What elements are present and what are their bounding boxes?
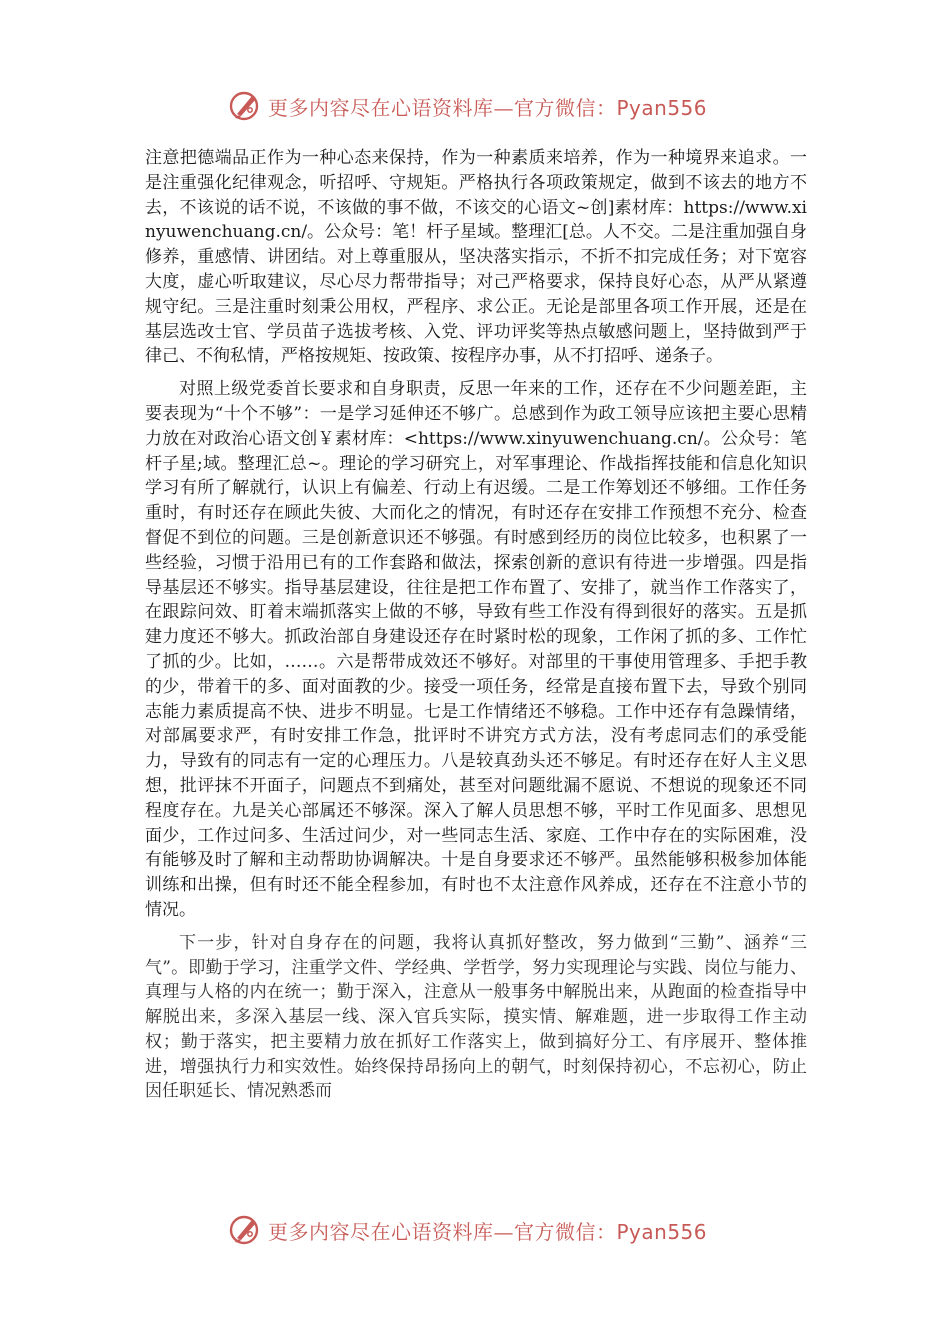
paragraph-1: 注意把德端品正作为一种心态来保持，作为一种素质来培养，作为一种境界来追求。一是注重强化纪律观念，听招呼、守规矩。严格执行各项政策规定，做到不该去的地方不去，不该说的话不说，不该做的事不做，不该交的心语文~创]素材库：https://www.xinyuwenchuang.cn/。公众号：笔！杆子星域。整理汇[总。人不交。二是注重加强自身修养，重感情、讲团结。对上尊重服从，坚决落实指示，不折不扣完成任务；对下宽容大度，虚心听取建议，尽心尽力帮带指导；对己严格要求，保持良好心态，从严从紧遵规守纪。三是注重时刻秉公用权，严程序、求公正。无论是部里各项工作开展，还是在基层选改士官、学员苗子选拔考核、入党、评功评奖等热点敏感问题上，坚持做到严于律己、不徇私情，严格按规矩、按政策、按程序办事，从不打招呼、递条子。 (145, 148, 807, 367)
document-body (145, 146, 807, 1104)
banner-text: 更多内容尽在心语资料库—官方微信：Pyan556 (268, 95, 708, 120)
banner-text: 更多内容尽在心语资料库—官方微信：Pyan556 (268, 1219, 708, 1244)
wechat-id: Pyan556 (616, 95, 708, 120)
wechat-id: Pyan556 (616, 1219, 708, 1244)
header-banner (228, 84, 707, 128)
paragraph-2: 对照上级党委首长要求和自身职责，反思一年来的工作，还存在不少问题差距，主要表现为“十个不够”：一是学习延伸还不够广。总感到作为政工领导应该把主要心思精力放在对政治心语文创￥素材库：<https://www.xinyuwenchuang.cn/。公众号：笔杆子星;域。整理汇总~。理论的学习研究上，对军事理论、作战指挥技能和信息化知识学习有所了解就行，认识上有偏差、行动上有迟缓。二是工作筹划还不够细。工作任务重时，有时还存在顾此失彼、大而化之的情况，有时还存在安排工作预想不充分、检查督促不到位的问题。三是创新意识还不够强。有时感到经历的岗位比较多，也积累了一些经验，习惯于沿用已有的工作套路和做法，探索创新的意识有待进一步增强。四是指导基层还不够实。指导基层建设，往往是把工作布置了、安排了，就当作工作落实了，在跟踪问效、盯着末端抓落实上做的不够，导致有些工作没有得到很好的落实。五是抓建力度还不够大。抓政治部自身建设还存在时紧时松的现象，工作闲了抓的多、工作忙了抓的少。比如，……。六是帮带成效还不够好。对部里的干事使用管理多、手把手教的少，带着干的多、面对面教的少。接受一项任务，经常是直接布置下去，导致个别同志能力素质提高不快、进步不明显。七是工作情绪还不够稳。工作中还存有急躁情绪，对部属要求严，有时安排工作急，批评时不讲究方式方法，没有考虑同志们的承受能力，导致有的同志有一定的心理压力。八是较真劲头还不够足。有时还存在好人主义思想，批评抹不开面子，问题点不到痛处，甚至对问题纰漏不愿说、不想说的现象还不同程度存在。九是关心部属还不够深。深入了解人员思想不够，平时工作见面多、思想见面少，工作过问多、生活过问少，对一些同志生活、家庭、工作中存在的实际困难，没有能够及时了解和主动帮助协调解决。十是自身要求还不够严。虽然能够积极参加体能训练和出操，但有时还不能全程参加，有时也不太注意作风养成，还存在不注意小节的情况。 (145, 379, 807, 920)
brush-logo-icon (228, 1212, 264, 1248)
footer-banner (228, 1208, 707, 1252)
brush-logo-icon (228, 88, 264, 124)
paragraph-3: 下一步，针对自身存在的问题，我将认真抓好整改，努力做到“三勤”、涵养“三气”。即勤于学习，注重学文件、学经典、学哲学，努力实现理论与实践、岗位与能力、真理与人格的内在统一；勤于深入，注意从一般事务中解脱出来，从跑面的检查指导中解脱出来，多深入基层一线、深入官兵实际，摸实情、解难题，进一步取得工作主动权；勤于落实，把主要精力放在抓好工作落实上，做到搞好分工、有序展开、整体推进，增强执行力和实效性。始终保持昂扬向上的朝气，时刻保持初心，不忘初心，防止因任职延长、情况熟悉而 (145, 932, 807, 1102)
